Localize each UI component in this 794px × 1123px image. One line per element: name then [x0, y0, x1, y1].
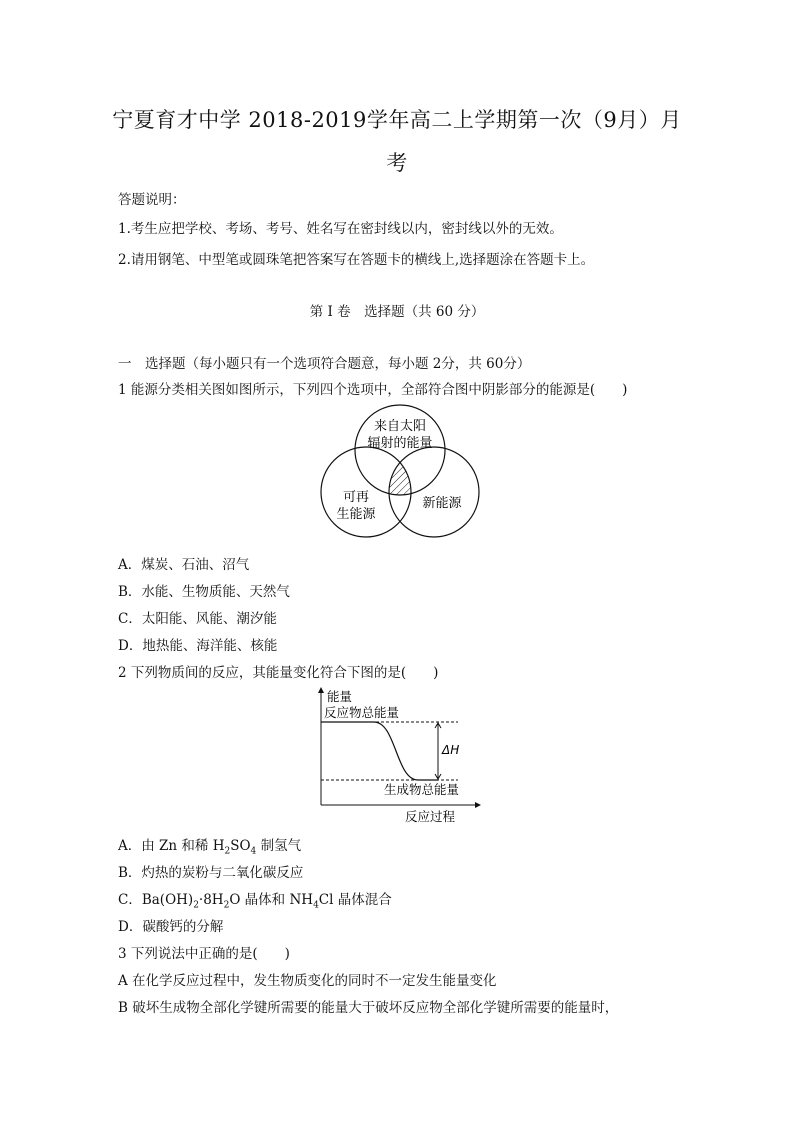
document-title-continued: 考 — [386, 151, 408, 175]
section-title: 第 I 卷 选择题（共 60 分） — [309, 304, 485, 320]
part-heading: 一 选择题（每小题只有一个选项符合题意，每小题 2分，共 60分） — [118, 356, 531, 372]
y-axis-label: 能量 — [327, 689, 353, 704]
venn-label-renewable-2: 生能源 — [336, 507, 376, 522]
venn-label-new-energy: 新能源 — [422, 496, 462, 511]
question-1-option-a: A．煤炭、石油、沼气 — [118, 557, 250, 573]
question-3-stem: 3 下列说法中正确的是( ) — [118, 946, 290, 962]
question-1-option-d: D．地热能、海洋能、核能 — [118, 638, 278, 654]
venn-label-solar-2: 辐射的能量 — [367, 436, 433, 451]
question-1-option-c: C．太阳能、风能、潮汐能 — [118, 611, 277, 627]
question-1-stem: 1 能源分类相关图如图所示，下列四个选项中，全部符合图中阴影部分的能源是( ) — [118, 382, 628, 398]
question-2-option-b: B．灼热的炭粉与二氧化碳反应 — [118, 865, 304, 881]
question-3-option-b: B 破坏生成物全部化学键所需要的能量大于破坏反应物全部化学键所需要的能量时， — [118, 1000, 619, 1016]
question-1-option-b: B．水能、生物质能、天然气 — [118, 584, 290, 600]
question-2-option-c: C．$Ba(OH)_2\cdot 8H_2O$ 晶体和 $NH_4Cl$ 晶体混合 — [118, 892, 392, 911]
question-3-option-a: A 在化学反应过程中，发生物质变化的同时不一定发生能量变化 — [118, 973, 497, 989]
reaction-energy-curve — [321, 722, 438, 780]
document-title: 宁夏育才中学 2018-2019学年高二上学期第一次（9月）月 — [112, 108, 682, 132]
venn-label-solar-1: 来自太阳 — [373, 419, 427, 434]
question-2-stem: 2 下列物质间的反应，其能量变化符合下图的是( ) — [118, 665, 439, 681]
instruction-item-2: 2.请用钢笔、中型笔或圆珠笔把答案写在答题卡的横线上,选择题涂在答题卡上。 — [118, 252, 595, 268]
venn-label-renewable-1: 可再 — [342, 490, 370, 505]
delta-h-label: ΔH — [442, 743, 460, 757]
energy-profile-graph — [312, 686, 482, 828]
energy-venn-diagram — [310, 404, 480, 540]
question-2-option-d: D．碳酸钙的分解 — [118, 919, 224, 935]
question-2-option-a: A．由 Zn 和稀 $H_2SO_4$ 制氢气 — [118, 838, 302, 857]
x-axis-label: 反应过程 — [405, 809, 456, 824]
instructions-heading: 答题说明： — [118, 192, 186, 208]
product-energy-label: 生成物总能量 — [384, 782, 460, 797]
reactant-energy-label: 反应物总能量 — [324, 705, 400, 720]
instruction-item-1: 1.考生应把学校、考场、考号、姓名写在密封线以内，密封线以外的无效。 — [118, 221, 563, 237]
